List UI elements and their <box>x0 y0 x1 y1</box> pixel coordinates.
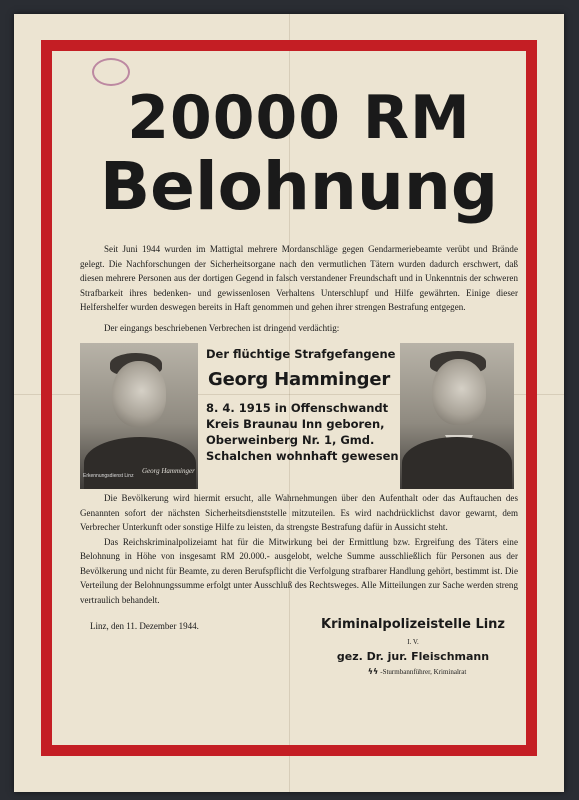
mugshot-front-photo <box>400 343 514 489</box>
office-name: Kriminalpolizeistelle Linz <box>321 617 505 632</box>
photo-id-plate: Erkennungsdienst Linz <box>83 473 134 479</box>
issuing-office <box>310 617 516 676</box>
headline-reward: Belohnung <box>99 148 499 225</box>
appeal-paragraph: Die Bevölkerung wird hiermit ersucht, alle Wahrnehmungen über den Aufenthalt oder das Auftauchen des Genannten sofort der nächsten Sicherheitsdienststelle mitzuteilen. Es wird nachdrücklichst davor gewarnt, dem Verbrecher Unterkunft oder sonstige Hilfe zu leisten, da strengste Bestrafung dafür in Aussicht steht. <box>80 493 518 532</box>
suspect-birth: 8. 4. 1915 in Offenschwandt <box>206 401 389 415</box>
rank-symbol: ϟϟ <box>367 667 379 676</box>
headline-amount: 20000 RM <box>127 83 471 153</box>
suspect-intro-line: Der eingangs beschriebenen Verbrechen ist dringend verdächtig: <box>104 322 340 333</box>
signature-block <box>80 617 518 707</box>
suspect-address: Oberweinberg Nr. 1, Gmd. <box>206 433 375 447</box>
intro-paragraph: Seit Juni 1944 wurden im Mattigtal mehrere Mordanschläge gegen Gendarmeriebeamte verübt und Brände gelegt. Die Nachforschungen der Sicherheitsorgane nach den vermutlichen Tätern wurden dadurch erschwert, daß diesen mehrere Personen aus der dortigen Gegend in falsch verstandener Freundschaft und in Unkenntnis der schweren Strafbarkeit ihres bedenken- und gewissenlosen Verhaltens Unterschlupf und Hilfe gewährten. Einige dieser Helfershelfer wurden deswegen bereits in Haft genommen und gehen ihrer strengen Bestrafung entgegen. <box>80 244 518 312</box>
suspect-subtitle: Der flüchtige Strafgefangene <box>206 347 396 361</box>
signatory-rank: ϟϟ -Sturmbannführer, Kriminalrat <box>367 667 467 676</box>
suspect-residence: Schalchen wohnhaft gewesen <box>206 449 399 463</box>
reward-paragraph: Das Reichskriminalpolizeiamt hat für die Mitwirkung bei der Ermittlung bzw. Ergreifung des Täters eine Belohnung in Höhe von insgesamt RM 20.000.- ausgelobt, welche Summe ausschließlich für Personen aus der Bevölkerung und nicht für Beamte, zu deren Berufspflicht die Verfolgung strafbarer Handlung gehört, bestimmt ist. Die Verteilung der Belohnungssumme erfolgt unter Ausschluß des Rechtsweges. Alle Mitteilungen zur Sache werden streng vertraulich behandelt. <box>80 536 518 605</box>
suspect-name: Georg Hamminger <box>208 369 391 390</box>
place-date: Linz, den 11. Dezember 1944. <box>90 621 199 631</box>
mugshot-profile-photo <box>80 343 198 489</box>
suspect-section <box>80 339 518 491</box>
suspect-details <box>202 347 398 464</box>
poster-content <box>80 84 518 744</box>
on-behalf-label: I. V. <box>407 638 419 646</box>
photo-signature: Georg Hamminger <box>142 467 195 475</box>
wanted-poster <box>14 14 564 792</box>
suspect-district: Kreis Braunau Inn geboren, <box>206 417 385 431</box>
signatory-name: gez. Dr. jur. Fleischmann <box>336 650 490 663</box>
